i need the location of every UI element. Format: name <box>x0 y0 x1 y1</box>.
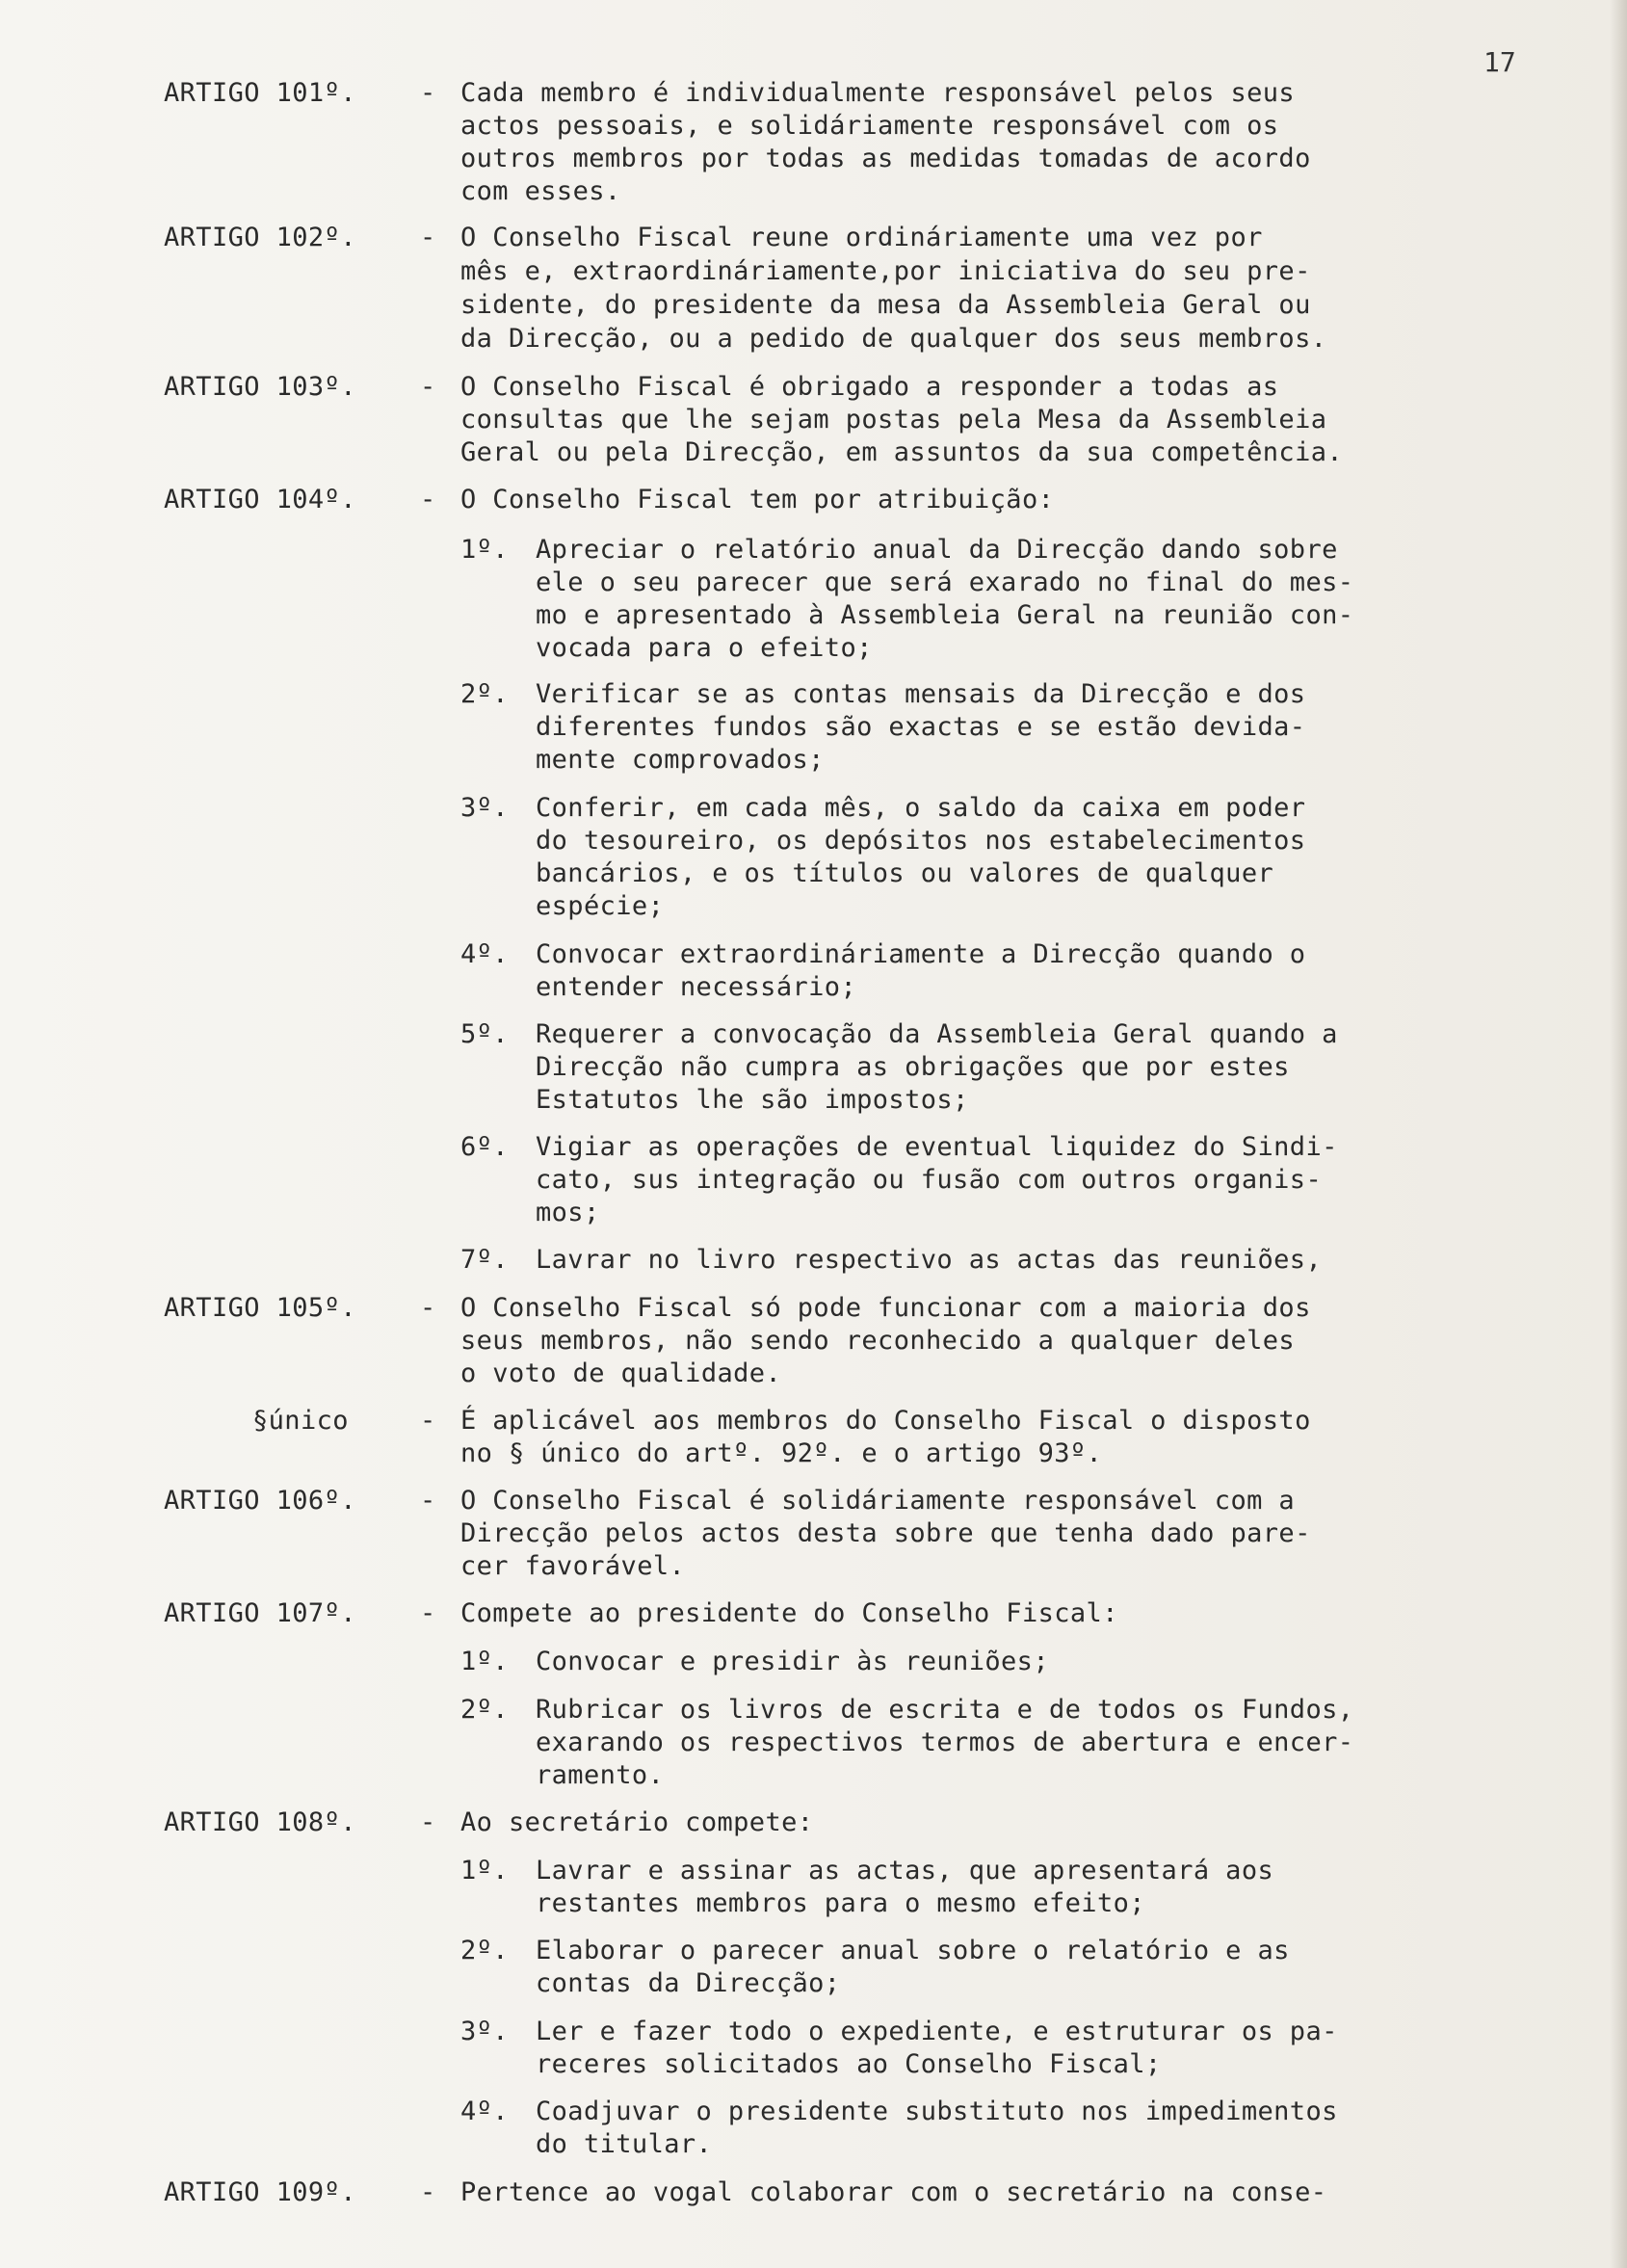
article-label: ARTIGO 109º. <box>164 2177 356 2207</box>
paragraph-label: §único <box>252 1406 349 1436</box>
item-text-line: do tesoureiro, os depósitos nos estabelecimentos <box>536 826 1306 856</box>
item-number: 6º. <box>460 1132 509 1162</box>
article-label: ARTIGO 106º. <box>164 1486 356 1516</box>
article-text-line: É aplicável aos membros do Conselho Fiscal o disposto <box>460 1406 1311 1436</box>
item-number: 1º. <box>460 1856 509 1886</box>
article-text-line: cer favorável. <box>460 1551 686 1581</box>
article-label: ARTIGO 103º. <box>164 372 356 402</box>
item-text-line: Direcção não cumpra as obrigações que por estes <box>536 1052 1290 1082</box>
item-text-line: Lavrar e assinar as actas, que apresentará aos <box>536 1856 1274 1886</box>
article-label: ARTIGO 107º. <box>164 1598 356 1628</box>
item-text-line: diferentes fundos são exactas e se estão devida- <box>536 712 1306 742</box>
article-dash: - <box>420 78 436 108</box>
article-dash: - <box>420 223 436 252</box>
item-text-line: mos; <box>536 1198 600 1227</box>
article-text-line: O Conselho Fiscal reune ordináriamente uma vez por <box>460 223 1263 252</box>
item-text-line: Apreciar o relatório anual da Direcção dando sobre <box>536 535 1338 565</box>
article-text-line: o voto de qualidade. <box>460 1358 782 1388</box>
item-text-line: Elaborar o parecer anual sobre o relatório e as <box>536 1936 1290 1965</box>
article-label: ARTIGO 104º. <box>164 485 356 514</box>
article-text-line: Compete ao presidente do Conselho Fiscal: <box>460 1598 1118 1628</box>
article-dash: - <box>420 1486 436 1516</box>
article-label: ARTIGO 102º. <box>164 223 356 252</box>
article-text-line: mês e, extraordináriamente,por iniciativa do seu pre- <box>460 256 1311 286</box>
article-text-line: Pertence ao vogal colaborar com o secretário na conse- <box>460 2177 1327 2207</box>
item-number: 4º. <box>460 2097 509 2126</box>
article-text-line: com esses. <box>460 176 621 206</box>
article-dash: - <box>420 1406 436 1436</box>
item-text-line: Convocar extraordináriamente a Direcção quando o <box>536 939 1306 969</box>
item-text-line: contas da Direcção; <box>536 1968 841 1998</box>
item-number: 3º. <box>460 793 509 823</box>
article-text-line: O Conselho Fiscal é solidáriamente responsável com a <box>460 1486 1296 1516</box>
item-text-line: ramento. <box>536 1760 665 1790</box>
item-text-line: Lavrar no livro respectivo as actas das reuniões, <box>536 1245 1323 1275</box>
article-text-line: O Conselho Fiscal só pode funcionar com a maioria dos <box>460 1293 1311 1323</box>
item-number: 2º. <box>460 679 509 709</box>
item-text-line: Coadjuvar o presidente substituto nos impedimentos <box>536 2097 1338 2126</box>
item-text-line: receres solicitados ao Conselho Fiscal; <box>536 2049 1162 2079</box>
article-dash: - <box>420 1293 436 1323</box>
article-text-line: O Conselho Fiscal tem por atribuição: <box>460 485 1055 514</box>
item-text-line: espécie; <box>536 891 665 921</box>
article-text-line: outros membros por todas as medidas tomadas de acordo <box>460 144 1311 173</box>
article-dash: - <box>420 485 436 514</box>
item-number: 5º. <box>460 1019 509 1049</box>
item-text-line: Requerer a convocação da Assembleia Geral quando a <box>536 1019 1338 1049</box>
article-text-line: consultas que lhe sejam postas pela Mesa da Assembleia <box>460 405 1327 435</box>
article-label: ARTIGO 105º. <box>164 1293 356 1323</box>
item-number: 1º. <box>460 535 509 565</box>
item-text-line: Convocar e presidir às reuniões; <box>536 1647 1049 1676</box>
page-edge-shadow <box>1610 0 1627 2268</box>
item-text-line: Rubricar os livros de escrita e de todos os Fundos, <box>536 1695 1354 1725</box>
item-text-line: vocada para o efeito; <box>536 633 873 663</box>
item-text-line: cato, sus integração ou fusão com outros organis- <box>536 1165 1323 1195</box>
item-number: 7º. <box>460 1245 509 1275</box>
article-dash: - <box>420 1598 436 1628</box>
item-text-line: Conferir, em cada mês, o saldo da caixa em poder <box>536 793 1306 823</box>
item-text-line: mente comprovados; <box>536 745 825 775</box>
article-text-line: actos pessoais, e solidáriamente responsável com os <box>460 111 1279 141</box>
item-text-line: restantes membros para o mesmo efeito; <box>536 1888 1145 1918</box>
item-text-line: Verificar se as contas mensais da Direcção e dos <box>536 679 1306 709</box>
article-label: ARTIGO 108º. <box>164 1807 356 1837</box>
article-dash: - <box>420 1807 436 1837</box>
article-text-line: Cada membro é individualmente responsável pelos seus <box>460 78 1296 108</box>
item-text-line: ele o seu parecer que será exarado no final do mes- <box>536 567 1354 597</box>
article-text-line: Ao secretário compete: <box>460 1807 814 1837</box>
page-number: 17 <box>1483 46 1516 78</box>
article-label: ARTIGO 101º. <box>164 78 356 108</box>
item-number: 2º. <box>460 1936 509 1965</box>
article-dash: - <box>420 372 436 402</box>
article-text-line: O Conselho Fiscal é obrigado a responder a todas as <box>460 372 1279 402</box>
item-number: 2º. <box>460 1695 509 1725</box>
item-text-line: Vigiar as operações de eventual liquidez do Sindi- <box>536 1132 1338 1162</box>
article-dash: - <box>420 2177 436 2207</box>
article-text-line: da Direcção, ou a pedido de qualquer dos seus membros. <box>460 324 1327 354</box>
item-number: 1º. <box>460 1647 509 1676</box>
item-number: 4º. <box>460 939 509 969</box>
item-number: 3º. <box>460 2017 509 2046</box>
item-text-line: do titular. <box>536 2129 713 2159</box>
article-text-line: no § único do artº. 92º. e o artigo 93º. <box>460 1438 1103 1468</box>
item-text-line: Ler e fazer todo o expediente, e estruturar os pa- <box>536 2017 1338 2046</box>
item-text-line: Estatutos lhe são impostos; <box>536 1085 969 1115</box>
article-text-line: Direcção pelos actos desta sobre que tenha dado pare- <box>460 1518 1311 1548</box>
article-text-line: seus membros, não sendo reconhecido a qualquer deles <box>460 1326 1296 1356</box>
article-text-line: Geral ou pela Direcção, em assuntos da sua competência. <box>460 437 1344 467</box>
item-text-line: entender necessário; <box>536 972 857 1002</box>
item-text-line: exarando os respectivos termos de abertura e encer- <box>536 1727 1354 1757</box>
item-text-line: bancários, e os títulos ou valores de qualquer <box>536 858 1274 888</box>
item-text-line: mo e apresentado à Assembleia Geral na reunião con- <box>536 600 1354 630</box>
article-text-line: sidente, do presidente da mesa da Assembleia Geral ou <box>460 290 1311 320</box>
